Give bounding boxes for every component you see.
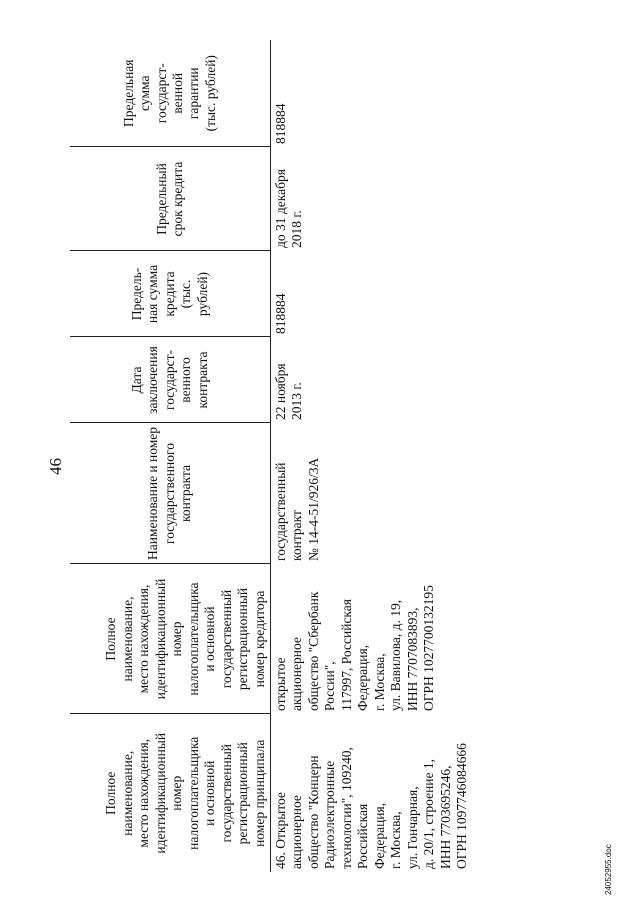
page-number: 46	[46, 458, 65, 475]
header-credit-sum: Предель- ная сумма кредита (тыс. рублей)	[70, 251, 271, 337]
header-creditor: Полное наименование, место нахождения, идентификационный номер налогоплательщика и основной государственный регистрационный номер кредитора	[70, 564, 271, 714]
cell-contract-date: 22 ноября 2013 г.	[273, 363, 305, 420]
cell-credit-term: до 31 декабря 2018 г.	[273, 169, 305, 248]
header-credit-term: Предельный срок кредита	[70, 147, 271, 251]
table-header-row	[70, 40, 271, 872]
header-contract-date: Дата заключения государст- венного контракта	[70, 337, 271, 423]
header-contract: Наименование и номер государственного контракта	[70, 423, 271, 564]
cell-contract: государственный контракт № 14-4-51/926/3А	[273, 457, 321, 561]
cell-credit-sum: 818884	[273, 293, 288, 334]
guarantee-table	[70, 40, 478, 872]
table-row	[271, 40, 479, 872]
cell-principal: 46. Открытое акционерное общество "Концерн Радиоэлектронные технологии", 109240, Российская Федерация, г. Москва, ул. Гончарная, д. 20/1, строение 1, ИНН 7703695246, ОГРН 1097746084666	[273, 743, 470, 869]
header-guarantee-sum: Предельная сумма государст- венной гарантии (тыс. рублей)	[70, 40, 271, 147]
cell-guarantee-sum: 818884	[273, 103, 288, 144]
cell-creditor: открытое акционерное общество "Сбербанк России", 117997, Российская Федерация, г. Москва, ул. Вавилова, д. 19, ИНН 7707083893, ОГРН 1027700132195	[273, 585, 437, 711]
header-principal: Полное наименование, место нахождения, идентификационный номер налогоплательщика и основной государственный регистрационный номер принципала	[70, 714, 271, 872]
document-id: 24052955.doc	[604, 844, 613, 895]
